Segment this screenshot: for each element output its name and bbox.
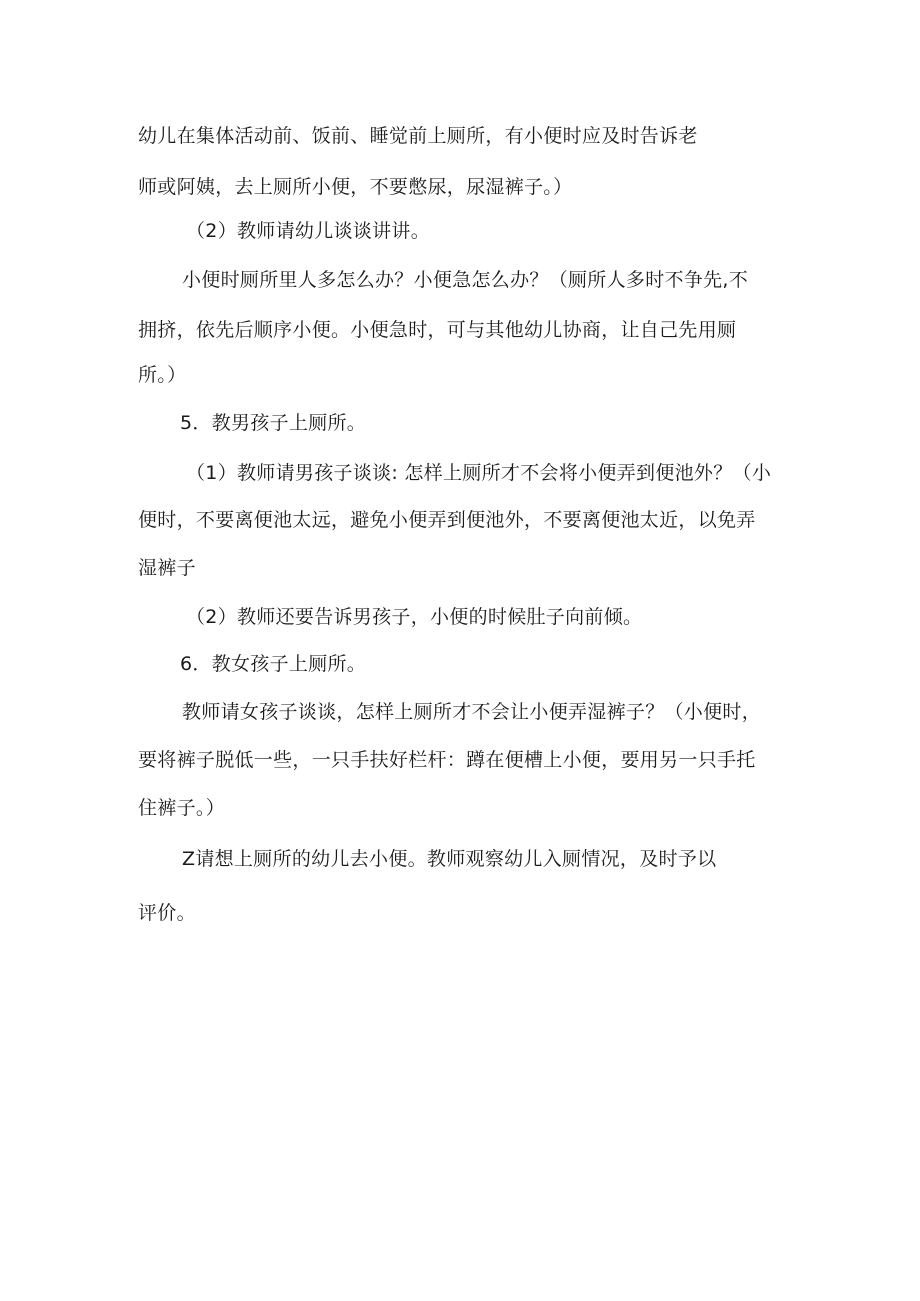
text-line: 要将裤子脱低一些，一只手扶好栏杆：蹲在便槽上小便，要用另一只手托 [138, 749, 756, 771]
section-heading: 5．教男孩子上厕所。 [180, 412, 367, 434]
text-line: 住裤子。） [138, 797, 226, 819]
text-line: 幼儿在集体活动前、饭前、睡觉前上厕所，有小便时应及时告诉老 [138, 125, 698, 147]
text-line: （1）教师请男孩子谈谈: 怎样上厕所才不会将小便弄到便池外？（小 [186, 462, 772, 484]
text-line: 便时，不要离便池太远，避免小便弄到便池外，不要离便池太近，以免弄 [138, 509, 756, 531]
text-line: Z请想上厕所的幼儿去小便。教师观察幼儿入厕情况，及时予以 [182, 848, 717, 870]
text-line: 拥挤，依先后顺序小便。小便急时，可与其他幼儿协商，让自己先用厕 [138, 319, 737, 341]
text-line: 评价。 [138, 902, 196, 924]
text-line: （2）教师还要告诉男孩子，小便的时候肚子向前倾。 [186, 606, 643, 628]
section-heading: 6．教女孩子上厕所。 [180, 653, 367, 675]
text-line: 教师请女孩子谈谈，怎样上厕所才不会让小便弄湿裤子？（小便时， [182, 701, 762, 723]
text-line: 湿裤子 [138, 557, 196, 579]
text-line: （2）教师请幼儿谈谈讲讲。 [186, 220, 430, 242]
text-line: 小便时厕所里人多怎么办？小便急怎么办？（厕所人多时不争先,不 [182, 269, 749, 291]
text-line: 师或阿姨，去上厕所小便，不要憋尿，尿湿裤子。） [138, 176, 573, 198]
text-line: 所。） [138, 364, 187, 386]
